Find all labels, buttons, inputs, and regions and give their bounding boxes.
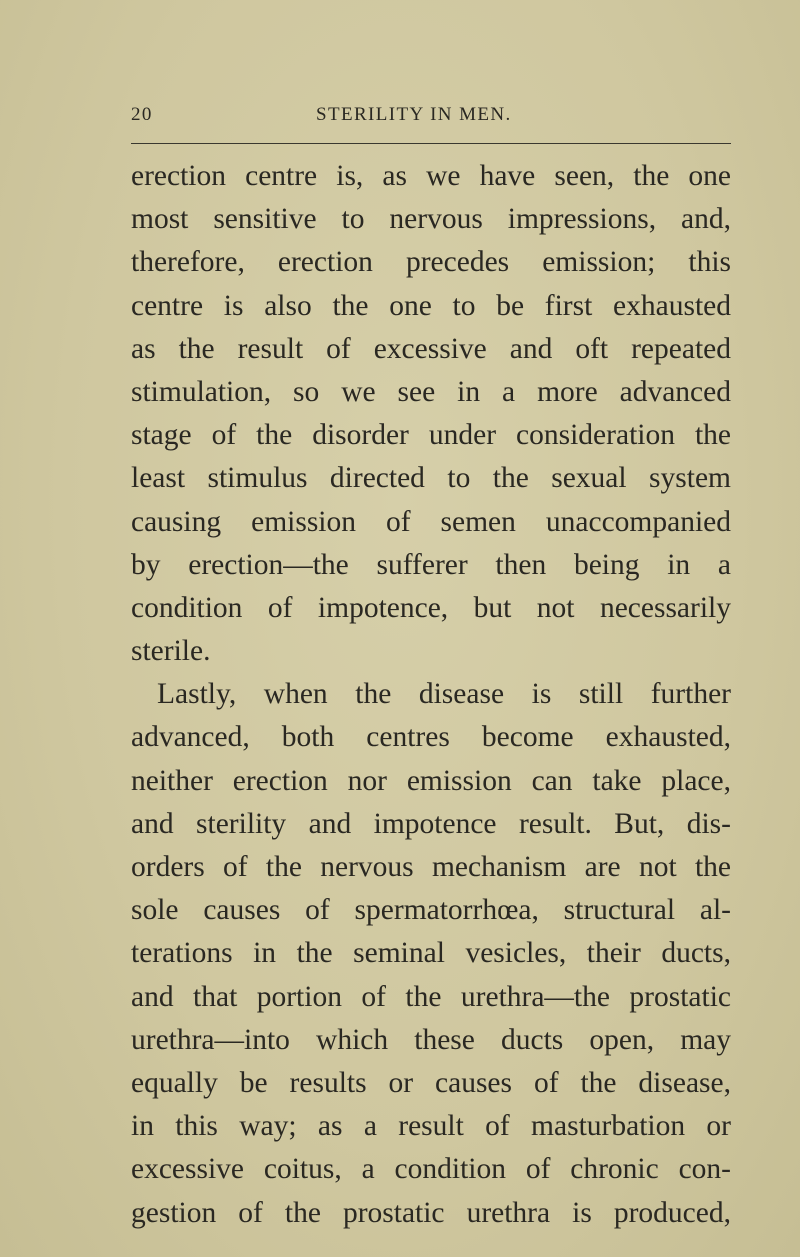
text-line: orders of the nervous mechanism are not the: [131, 851, 731, 883]
text-line: erection centre is, as we have seen, the one: [131, 160, 731, 192]
text-line: centre is also the one to be first exhausted: [131, 289, 731, 322]
body-text: [131, 155, 731, 1235]
running-head: [131, 104, 731, 134]
text-line: urethra—into which these ducts open, may: [131, 1023, 731, 1056]
text-line: excessive coitus, a condition of chronic con-: [131, 1153, 731, 1186]
text-line: and sterility and impotence result. But, dis-: [131, 807, 731, 840]
text-line: neither erection nor emission can take place,: [131, 764, 731, 797]
text-line: sterile.: [131, 635, 211, 668]
header-rule: [131, 143, 731, 144]
text-line: in this way; as a result of masturbation or: [131, 1110, 731, 1143]
page-number: 20: [131, 104, 153, 125]
running-title: STERILITY IN MEN.: [316, 104, 512, 125]
text-line: gestion of the prostatic urethra is produced,: [131, 1196, 731, 1229]
text-line: most sensitive to nervous impressions, and,: [131, 203, 731, 236]
text-line: stimulation, so we see in a more advanced: [131, 375, 731, 408]
text-line: terations in the seminal vesicles, their ducts,: [131, 937, 731, 970]
text-line: as the result of excessive and oft repeated: [131, 332, 731, 365]
text-line: advanced, both centres become exhausted,: [131, 721, 731, 754]
text-line: and that portion of the urethra—the prostatic: [131, 980, 731, 1013]
text-line: by erection—the sufferer then being in a: [131, 548, 731, 581]
text-line: stage of the disorder under consideration the: [131, 419, 731, 452]
text-line: least stimulus directed to the sexual system: [131, 462, 731, 495]
text-line: condition of impotence, but not necessarily: [131, 591, 731, 624]
text-line: sole causes of spermatorrhœa, structural al-: [131, 894, 731, 927]
text-line: equally be results or causes of the disease,: [131, 1066, 731, 1099]
text-line: causing emission of semen unaccompanied: [131, 505, 731, 538]
text-line: Lastly, when the disease is still further: [157, 678, 731, 711]
text-line: therefore, erection precedes emission; this: [131, 246, 731, 279]
